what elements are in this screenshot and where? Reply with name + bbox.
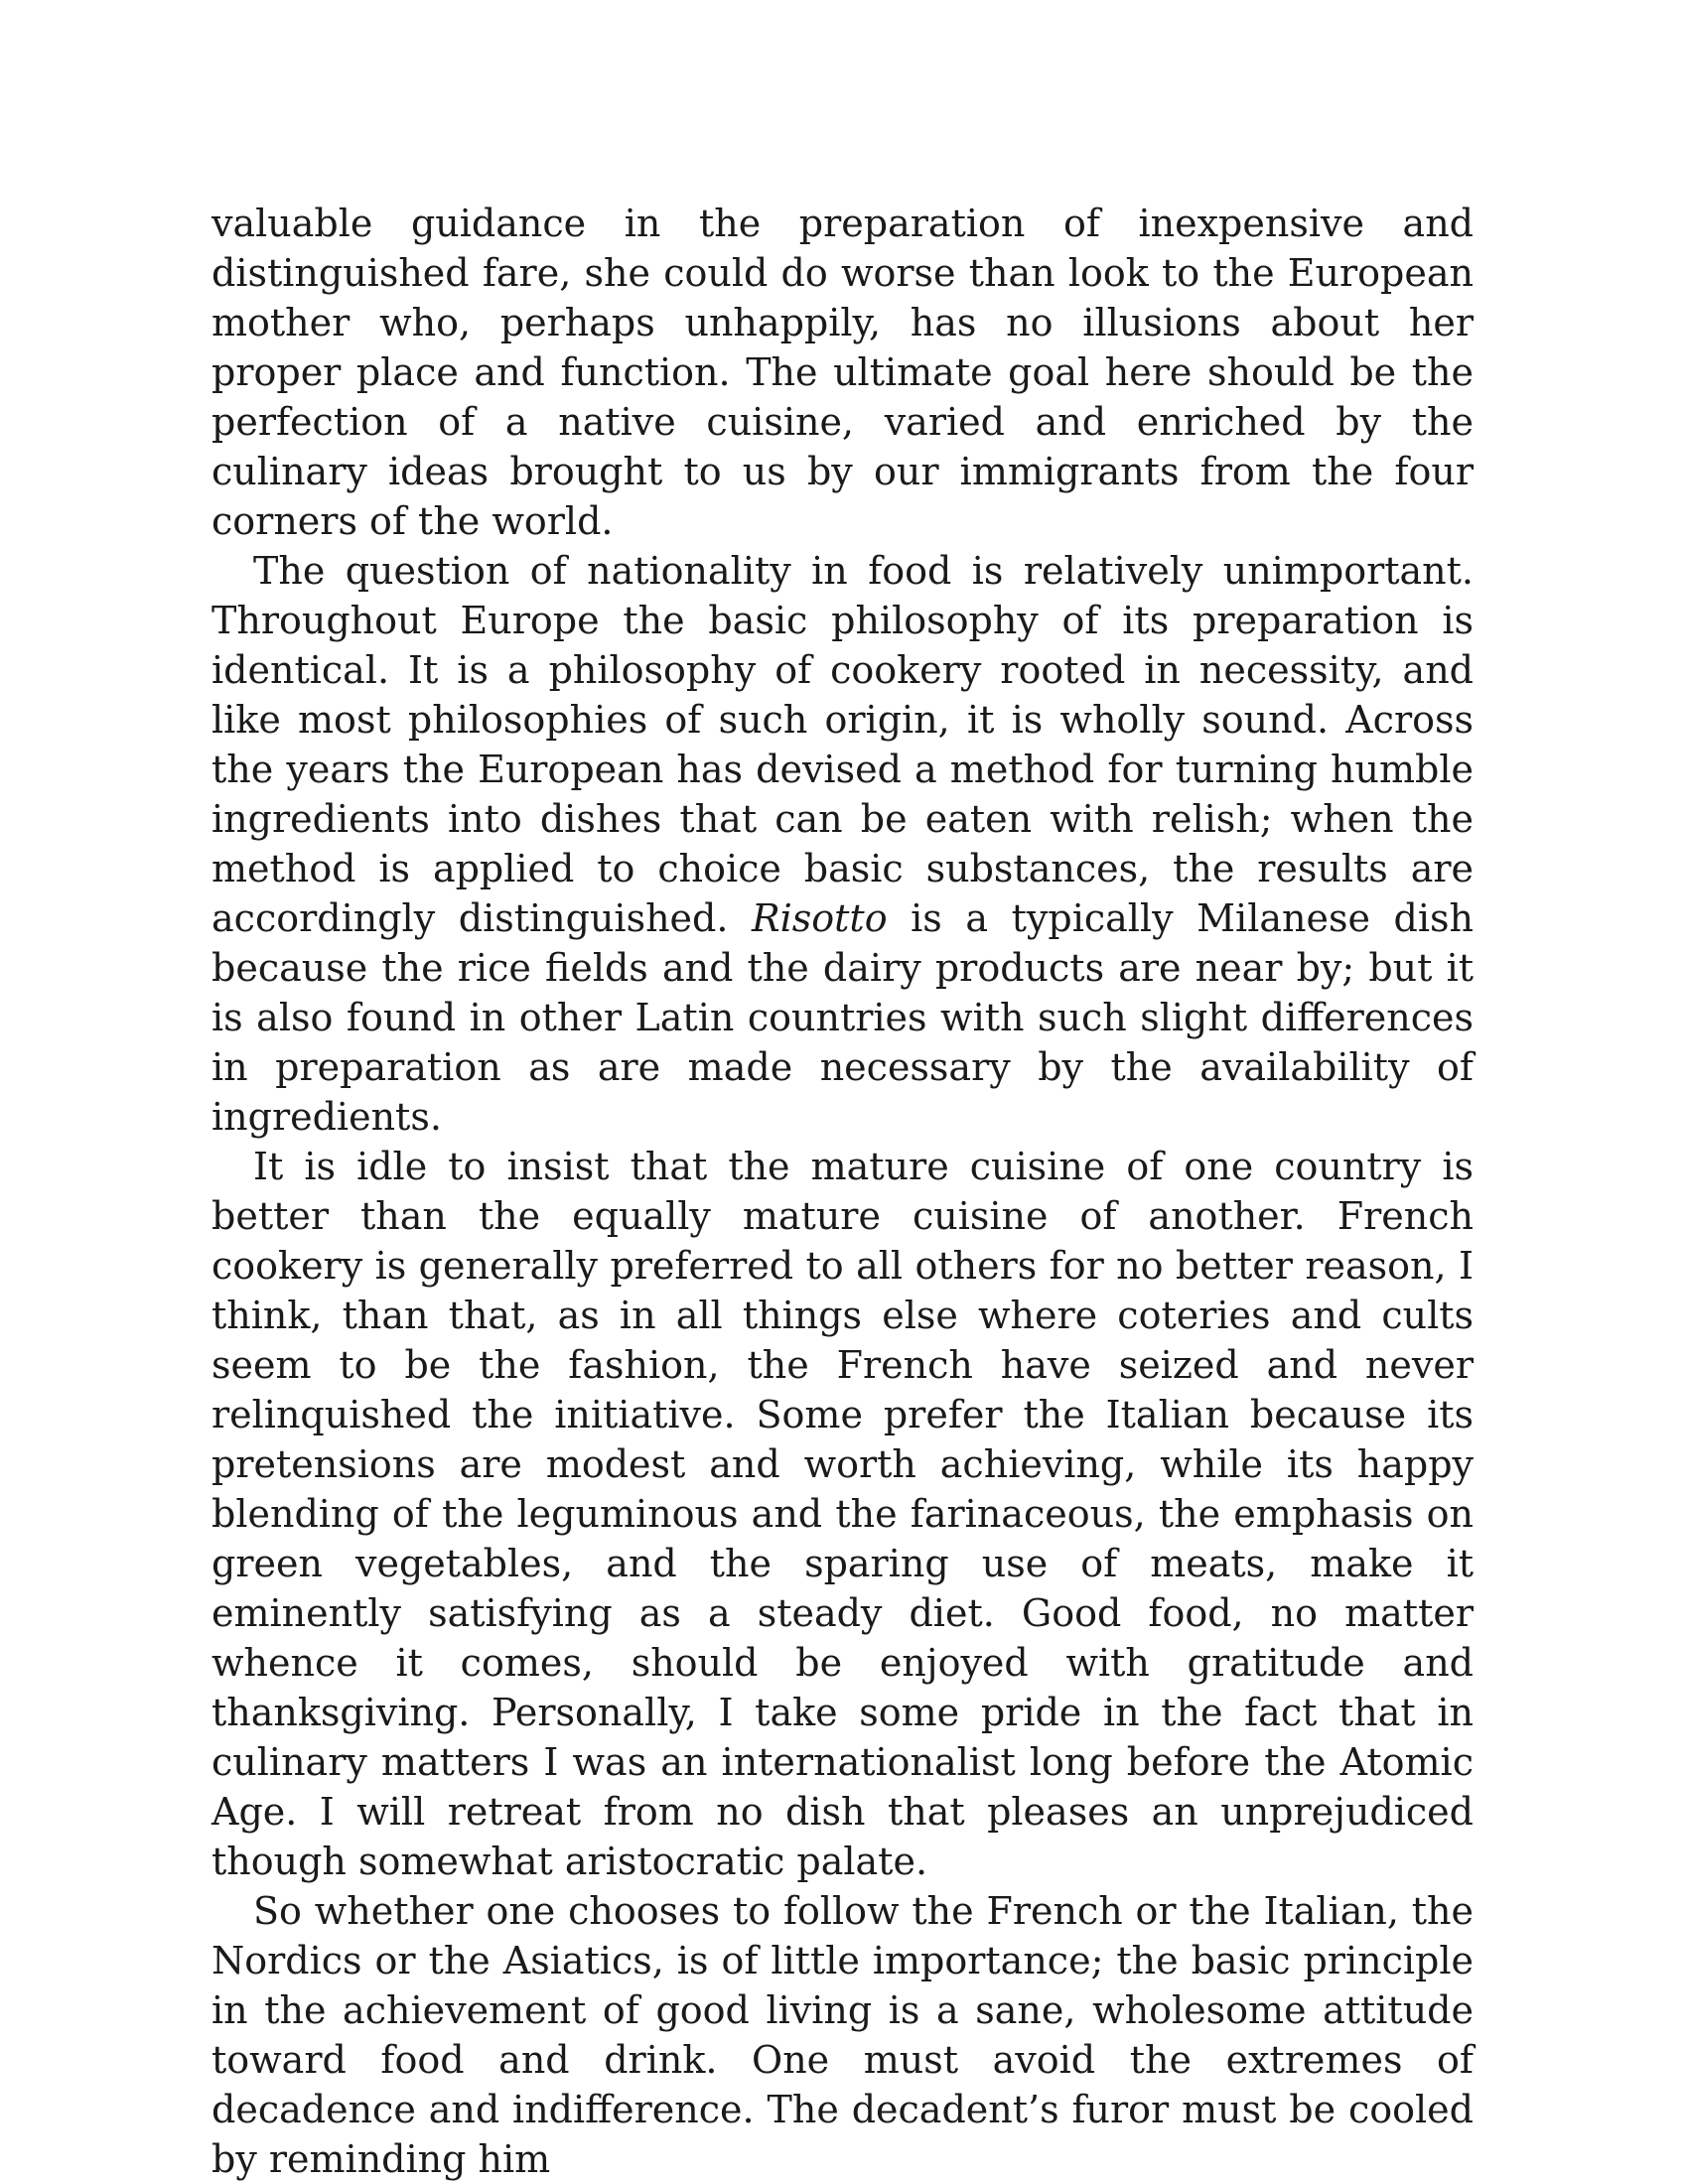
paragraph-1: valuable guidance in the preparation of inexpensive and distinguished fare, she could do worse than look to the European mother who, perhaps unhappily, has no illusions about her proper place and function. The ultimate goal here should be the perfection of a native cuisine, varied and enriched by the culinary ideas brought to us by our immigrants from the four corners of the world. (211, 202, 1474, 543)
page-body (211, 199, 1474, 2184)
paragraph-2-text-start: The question of nationality in food is relatively unimportant. Throughout Europe the basic philosophy of its preparation is identical. It is a philosophy of cookery rooted in necessity, and like most philosophies of such origin, it is wholly sound. Across the years the European has devised a method for turning humble ingredients into dishes that can be eaten with relish; when the method is applied to choice basic substances, the results are accordingly distinguished. (211, 549, 1474, 940)
paragraph-2 (211, 546, 1474, 1142)
paragraph-3: It is idle to insist that the mature cuisine of one country is better than the equally mature cuisine of another. French cookery is generally preferred to all others for no better reason, I think, than that, as in all things else where coteries and cults seem to be the fashion, the French have seized and never relinquished the initiative. Some prefer the Italian because its pretensions are modest and worth achieving, while its happy blending of the leguminous and the farinaceous, the emphasis on green vegetables, and the sparing use of meats, make it eminently satisfying as a steady diet. Good food, no matter whence it comes, should be enjoyed with gratitude and thanksgiving. Personally, I take some pride in the fact that in culinary matters I was an internationalist long before the Atomic Age. I will retreat from no dish that pleases an unprejudiced though somewhat aristocratic palate. (211, 1145, 1474, 1883)
paragraph-2-text-end: is a typically Milanese dish because the rice fields and the dairy products are near by; but it is also found in other Latin countries with such slight differences in preparation as are made necessary by the availability of ingredients. (211, 896, 1474, 1139)
paragraph-4: So whether one chooses to follow the French or the Italian, the Nordics or the Asiatics, is of little importance; the basic principle in the achievement of good living is a sane, wholesome attitude toward food and drink. One must avoid the extremes of decadence and indifference. The decadent’s furor must be cooled by reminding him (211, 1889, 1474, 2181)
risotto-italic-term: Risotto (752, 896, 888, 940)
